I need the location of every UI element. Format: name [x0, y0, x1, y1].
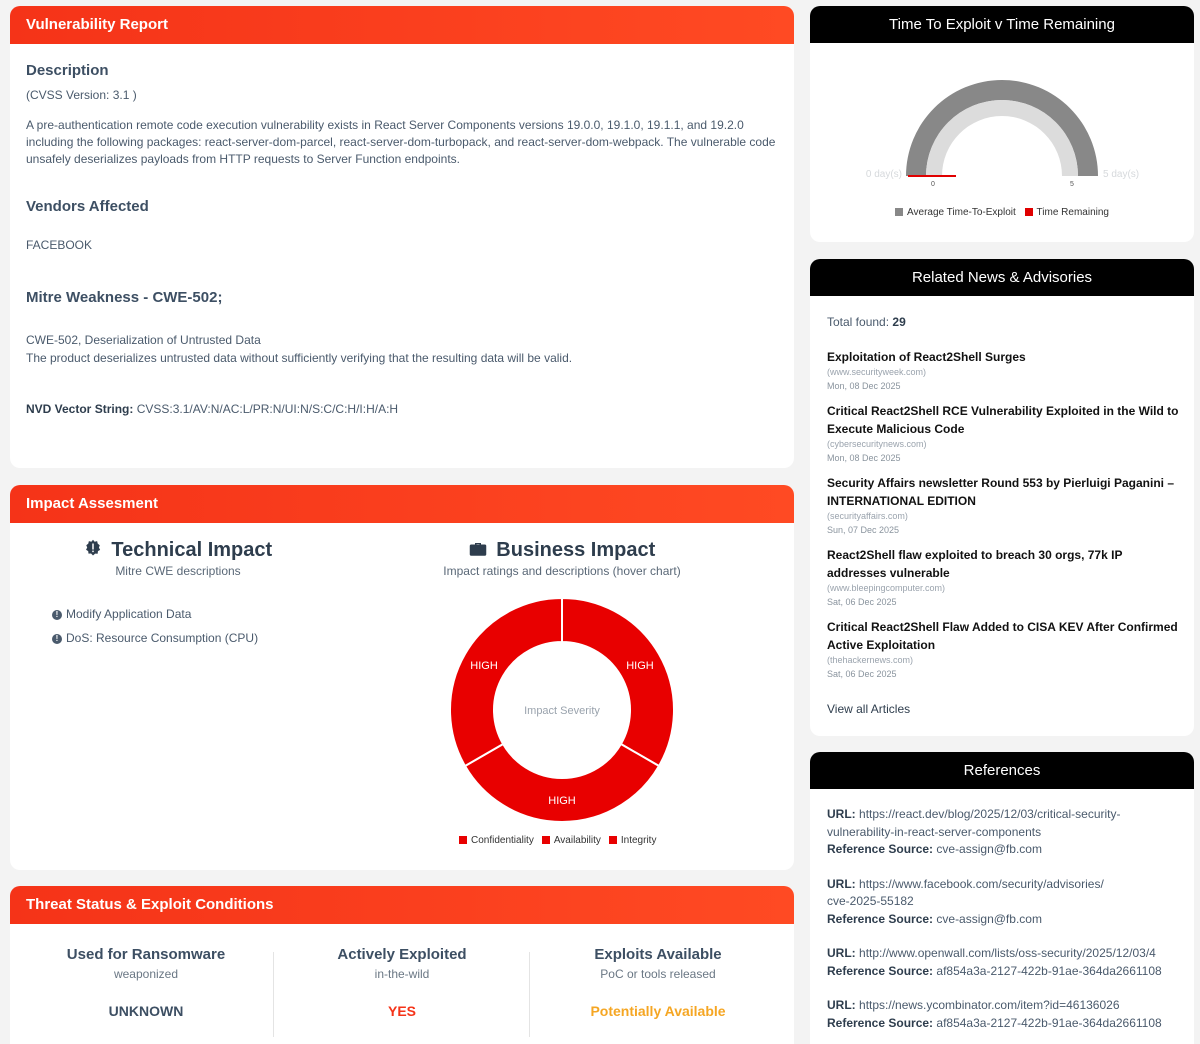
threat-exploits-available: Exploits Available PoC or tools released Potentially Available	[530, 946, 786, 1019]
exploits-status-value: Potentially Available	[590, 1003, 726, 1019]
donut-slice-label: HIGH	[626, 660, 654, 672]
news-item-title[interactable]: Critical React2Shell RCE Vulnerability Exploited in the Wild to Execute Malicious Code	[827, 404, 1179, 436]
references-card	[810, 752, 1194, 1044]
vulnerability-report-header: Vulnerability Report	[10, 6, 794, 44]
impact-donut-chart[interactable]	[442, 590, 682, 830]
legend-avg-tte[interactable]: Average Time-To-Exploit	[895, 207, 1016, 218]
news-item-title[interactable]: Security Affairs newsletter Round 553 by Pierluigi Paganini – INTERNATIONAL EDITION	[827, 476, 1174, 508]
donut-slice-integrity[interactable]	[450, 598, 562, 766]
reference-url[interactable]: https://react.dev/blog/2025/12/03/critical-security-vulnerability-in-react-server-components	[827, 807, 1121, 839]
technical-impact-section	[10, 539, 346, 578]
legend-time-remaining[interactable]: Time Remaining	[1025, 207, 1109, 218]
technical-impact-title-row	[10, 539, 346, 562]
cwe-name: CWE-502, Deserialization of Untrusted Data	[26, 333, 261, 347]
legend-swatch	[459, 836, 467, 844]
donut-legend-item[interactable]: Integrity	[609, 835, 657, 846]
references-list	[827, 806, 1182, 1044]
donut-slice-label: HIGH	[548, 795, 576, 807]
gear-icon	[84, 539, 102, 557]
news-item-title[interactable]: React2Shell flaw exploited to breach 30 orgs, 77k IP addresses vulnerable	[827, 548, 1123, 580]
view-all-articles-link[interactable]: View all Articles	[827, 702, 911, 716]
donut-legend-item[interactable]: Confidentiality	[459, 835, 534, 846]
reference-url[interactable]: https://www.facebook.com/security/advisories/cve-2025-55182	[827, 876, 1104, 908]
reference-item: URL: https://www.facebook.com/security/advisories/cve-2025-55182 Reference Source: cve-assign@fb.com	[827, 876, 1104, 926]
reference-source: cve-assign@fb.com	[936, 911, 1042, 926]
business-impact-title-row	[402, 539, 722, 562]
ransomware-status-value: UNKNOWN	[108, 1003, 184, 1019]
vulnerability-report-card	[10, 6, 794, 468]
news-item-title[interactable]: Exploitation of React2Shell Surges	[827, 350, 1026, 364]
reference-url[interactable]: https://news.ycombinator.com/item?id=46136026	[859, 998, 1120, 1012]
time-to-exploit-card	[810, 6, 1194, 242]
donut-slice-availability[interactable]	[465, 744, 659, 822]
donut-legend	[459, 835, 664, 846]
reference-item: URL: https://news.ycombinator.com/item?id=46136026 Reference Source: af854a3a-2127-422b-91ae-364da2661108	[827, 998, 1162, 1030]
technical-impact-item: ! Modify Application Data	[52, 602, 258, 626]
business-impact-title: Business Impact	[496, 539, 656, 561]
info-icon: !	[52, 610, 62, 620]
reference-item: URL: https://react.dev/blog/2025/12/03/critical-security-vulnerability-in-react-server-components Reference Source: cve-assign@fb.com	[827, 807, 1121, 856]
cwe-description: The product deserializes untrusted data without sufficiently verifying that the resulting data will be valid.	[26, 351, 573, 365]
reference-source: af854a3a-2127-422b-91ae-364da2661108	[936, 1015, 1162, 1030]
reference-source: cve-assign@fb.com	[936, 842, 1042, 856]
threat-status-card	[10, 886, 794, 1044]
gauge-legend	[810, 207, 1194, 218]
time-to-exploit-header: Time To Exploit v Time Remaining	[810, 6, 1194, 43]
news-item-title[interactable]: Critical React2Shell Flaw Added to CISA KEV After Confirmed Active Exploitation	[827, 620, 1178, 652]
vendor-name: FACEBOOK	[26, 238, 93, 252]
info-icon: !	[52, 634, 62, 644]
description-text: A pre-authentication remote code execution vulnerability exists in React Server Components versions 19.0.0, 19.1.0, 19.1.1, and 19.2.0 including the following packages: react-server-dom-parcel, react-server-dom-turbopack, and react-server-dom-webpack. The vulnerable code unsafely deserializes payloads from HTTP requests to Server Function endpoints.	[26, 118, 776, 166]
business-impact-subtitle: Impact ratings and descriptions (hover chart)	[443, 564, 681, 578]
news-item: React2Shell flaw exploited to breach 30 orgs, 77k IP addresses vulnerable (www.bleepingcomputer.com) Sat, 06 Dec 2025	[827, 546, 1182, 609]
description-title: Description	[26, 62, 109, 79]
time-to-exploit-gauge[interactable]	[810, 43, 1194, 203]
threat-status-header: Threat Status & Exploit Conditions	[10, 886, 794, 924]
donut-slice-label: HIGH	[470, 660, 498, 672]
nvd-vector-label: NVD Vector String:	[26, 402, 134, 416]
gauge-tick-min: 0	[931, 181, 935, 188]
technical-impact-list	[52, 602, 258, 650]
threat-ransomware: Used for Ransomware weaponized UNKNOWN	[18, 946, 274, 1019]
business-impact-section	[402, 539, 722, 578]
news-total: Total found: 29	[827, 315, 906, 329]
news-total-count: 29	[892, 315, 906, 329]
nvd-vector-value: CVSS:3.1/AV:N/AC:L/PR:N/UI:N/S:C/C:H/I:H/A:H	[136, 402, 399, 416]
gauge-tick-max: 5	[1070, 181, 1074, 188]
gauge-left-label: 0 day(s)	[865, 169, 902, 180]
technical-impact-item: ! DoS: Resource Consumption (CPU)	[52, 626, 258, 650]
impact-assessment-header: Impact Assesment	[10, 485, 794, 523]
donut-center-label: Impact Severity	[524, 705, 600, 717]
reference-source: af854a3a-2127-422b-91ae-364da2661108	[936, 963, 1162, 978]
threat-actively-exploited: Actively Exploited in-the-wild YES	[274, 946, 530, 1019]
donut-slice-confidentiality[interactable]	[562, 598, 674, 766]
donut-legend-item[interactable]: Availability	[542, 835, 601, 846]
technical-impact-title: Technical Impact	[111, 539, 273, 561]
reference-item: URL: http://www.openwall.com/lists/oss-security/2025/12/03/4 Reference Source: af854a3a-2127-422b-91ae-364da2661108	[827, 946, 1162, 978]
reference-url[interactable]: http://www.openwall.com/lists/oss-security/2025/12/03/4	[859, 946, 1156, 960]
nvd-vector	[26, 401, 778, 418]
news-item: Critical React2Shell RCE Vulnerability Exploited in the Wild to Execute Malicious Code (cybersecuritynews.com) Mon, 08 Dec 2025	[827, 402, 1182, 465]
related-news-header: Related News & Advisories	[810, 259, 1194, 296]
news-item: Security Affairs newsletter Round 553 by Pierluigi Paganini – INTERNATIONAL EDITION (securityaffairs.com) Sun, 07 Dec 2025	[827, 474, 1182, 537]
gauge-right-label: 5 day(s)	[1103, 169, 1140, 180]
legend-swatch	[609, 836, 617, 844]
news-list	[827, 348, 1182, 690]
vendors-affected-title: Vendors Affected	[26, 198, 149, 215]
technical-impact-subtitle: Mitre CWE descriptions	[115, 564, 241, 578]
references-header: References	[810, 752, 1194, 789]
cvss-version: (CVSS Version: 3.1 )	[26, 88, 137, 102]
exploited-status-value: YES	[387, 1003, 416, 1019]
news-item: Exploitation of React2Shell Surges (www.securityweek.com) Mon, 08 Dec 2025	[827, 348, 1182, 393]
legend-swatch	[542, 836, 550, 844]
impact-assessment-card	[10, 485, 794, 870]
briefcase-icon	[469, 541, 487, 557]
mitre-weakness-title: Mitre Weakness - CWE-502;	[26, 289, 223, 306]
related-news-card	[810, 259, 1194, 736]
news-item: Critical React2Shell Flaw Added to CISA KEV After Confirmed Active Exploitation (thehackernews.com) Sat, 06 Dec 2025	[827, 618, 1182, 681]
